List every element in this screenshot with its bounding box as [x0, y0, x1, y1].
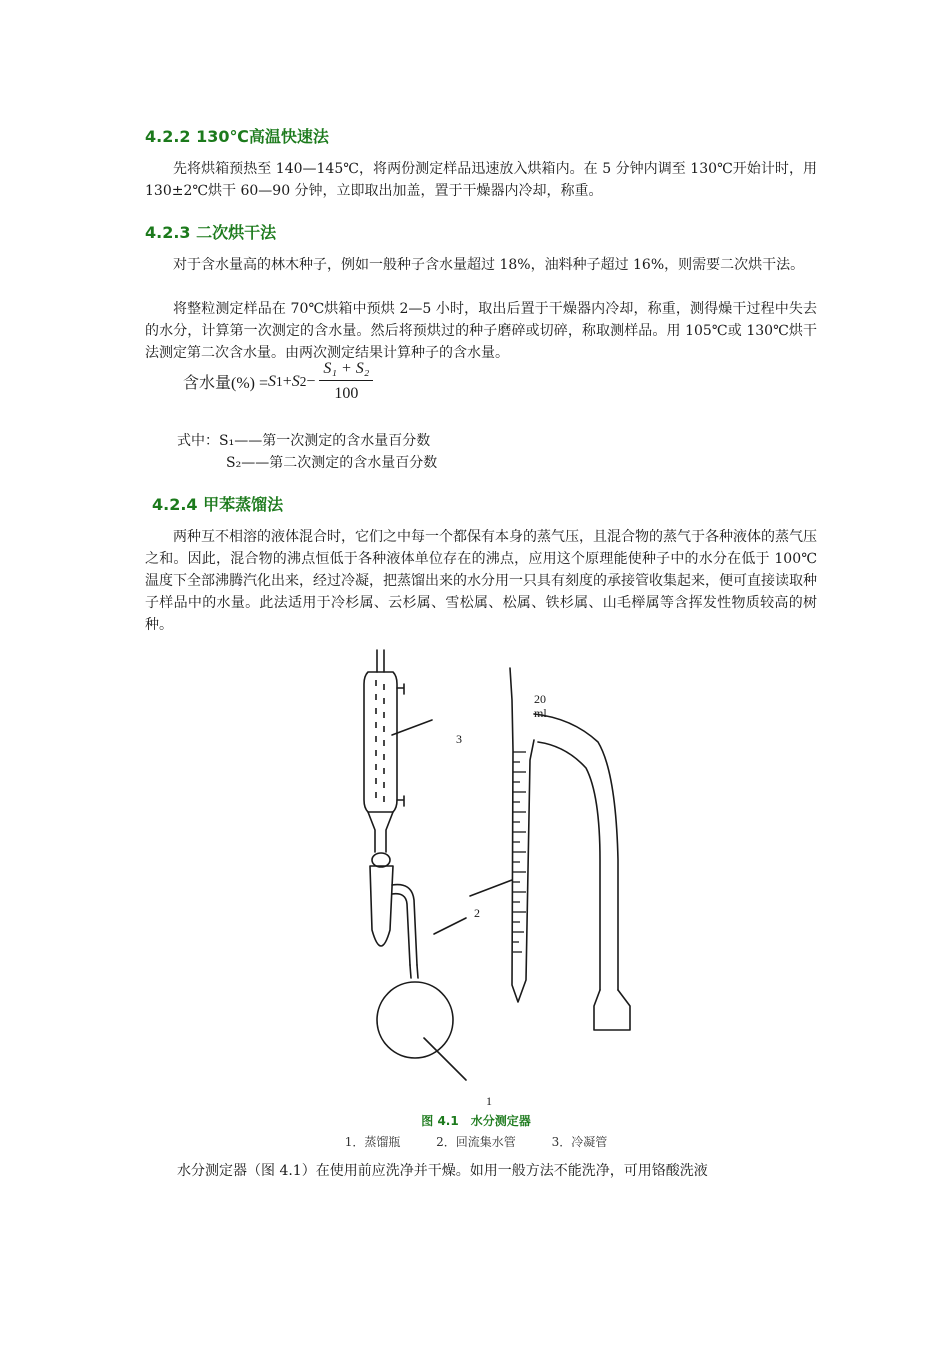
figure-label-3: 3: [456, 732, 462, 746]
heading-4-2-2: 4.2.2 130℃高温快速法: [145, 127, 329, 146]
figure-legend: [0, 1133, 952, 1150]
formula-minus: −: [306, 372, 316, 390]
condenser-body: [364, 672, 397, 812]
return-tube-inner: [538, 742, 600, 990]
formula-s2: S: [291, 372, 300, 390]
receiver-tube: [370, 866, 393, 946]
closing-paragraph: 水分测定器（图 4.1）在使用前应洗净并干燥。如用一般方法不能洗净，可用铬酸洗液: [177, 1163, 708, 1179]
legend-item-receiver: 2．回流集水管: [436, 1135, 516, 1149]
ground-joint: [372, 853, 390, 867]
legend-item-flask: 1．蒸馏瓶: [344, 1135, 401, 1149]
figure-volume-number: 20: [534, 692, 546, 706]
formula-plus: +: [282, 372, 292, 390]
side-arm-inner: [392, 894, 410, 965]
figure-caption: 图 4.1 水分测定器: [421, 1114, 531, 1128]
return-tube-foot: [594, 990, 630, 1030]
formula-where-s2: S₂——第二次测定的含水量百分数: [226, 455, 438, 471]
formula-numerator: S₁ + S₂: [319, 360, 373, 381]
formula-s1: S: [268, 372, 277, 390]
formula-denominator: 100: [334, 385, 359, 402]
heading-4-2-4: 4.2.4 甲苯蒸馏法: [152, 495, 284, 514]
figure-volume-unit: ml: [534, 706, 547, 720]
flask-neck: [410, 965, 418, 978]
figure-label-2: 2: [474, 906, 480, 920]
paragraph-toluene-distillation: 两种互不相溶的液体混合时，它们之中每一个都保有本身的蒸气压，且混合物的蒸气于各种液体的蒸气压之和。因此，混合物的沸点恒低于各种液体单位存在的沸点，应用这个原理能使种子中的水分在低于 100℃温度下全部沸腾汽化出来，经过冷凝，把蒸馏出来的水分用一只具有刻度的承接管收集起来，便可直接读取种子样品中的水量。此法适用于冷杉属、云杉属、雪松属、松属、铁杉属、山毛榉属等含挥发性物质较高的树种。: [145, 529, 817, 633]
leader-line-2: [434, 918, 466, 934]
figure-label-1: 1: [486, 1094, 492, 1108]
paragraph-two-stage-intro: 对于含水量高的林木种子，例如一般种子含水量超过 18%，油料种子超过 16%，则需要二次烘干法。: [173, 257, 805, 273]
formula-s1-sub: 1: [276, 373, 283, 389]
paragraph-high-temp-method: 先将烘箱预热至 140—145℃，将两份测定样品迅速放入烘箱内。在 5 分钟内调至 130℃开始计时，用 130±2℃烘干 60—90 分钟，立即取出加盖，置于干燥器内冷却，称重。: [145, 161, 817, 199]
paragraph-two-stage-procedure: 将整粒测定样品在 70℃烘箱中预烘 2—5 小时，取出后置于干燥器内冷却，称重，测得燥干过程中失去的水分，计算第一次测定的含水量。然后将预烘过的种子磨碎或切碎，称取测样品。用 105℃或 130℃烘干法测定第二次含水量。由两次测定结果计算种子的含水量。: [145, 301, 817, 361]
condenser-outlet: [397, 796, 404, 806]
formula-where-s1: 式中：S₁——第一次测定的含水量百分数: [177, 433, 431, 449]
distillation-flask: [377, 982, 453, 1058]
heading-4-2-3: 4.2.3 二次烘干法: [145, 223, 277, 242]
legend-item-condenser: 3．冷凝管: [551, 1135, 608, 1149]
condenser-inlet: [397, 684, 404, 694]
return-tube-outer: [534, 714, 618, 990]
leader-line-3: [392, 720, 432, 735]
leader-line-tube: [470, 880, 512, 896]
condenser-taper: [368, 812, 393, 852]
formula-lhs: 含水量(%) =: [183, 375, 269, 392]
formula-s2-sub: 2: [299, 373, 307, 389]
condenser-top-tube: [377, 650, 384, 672]
